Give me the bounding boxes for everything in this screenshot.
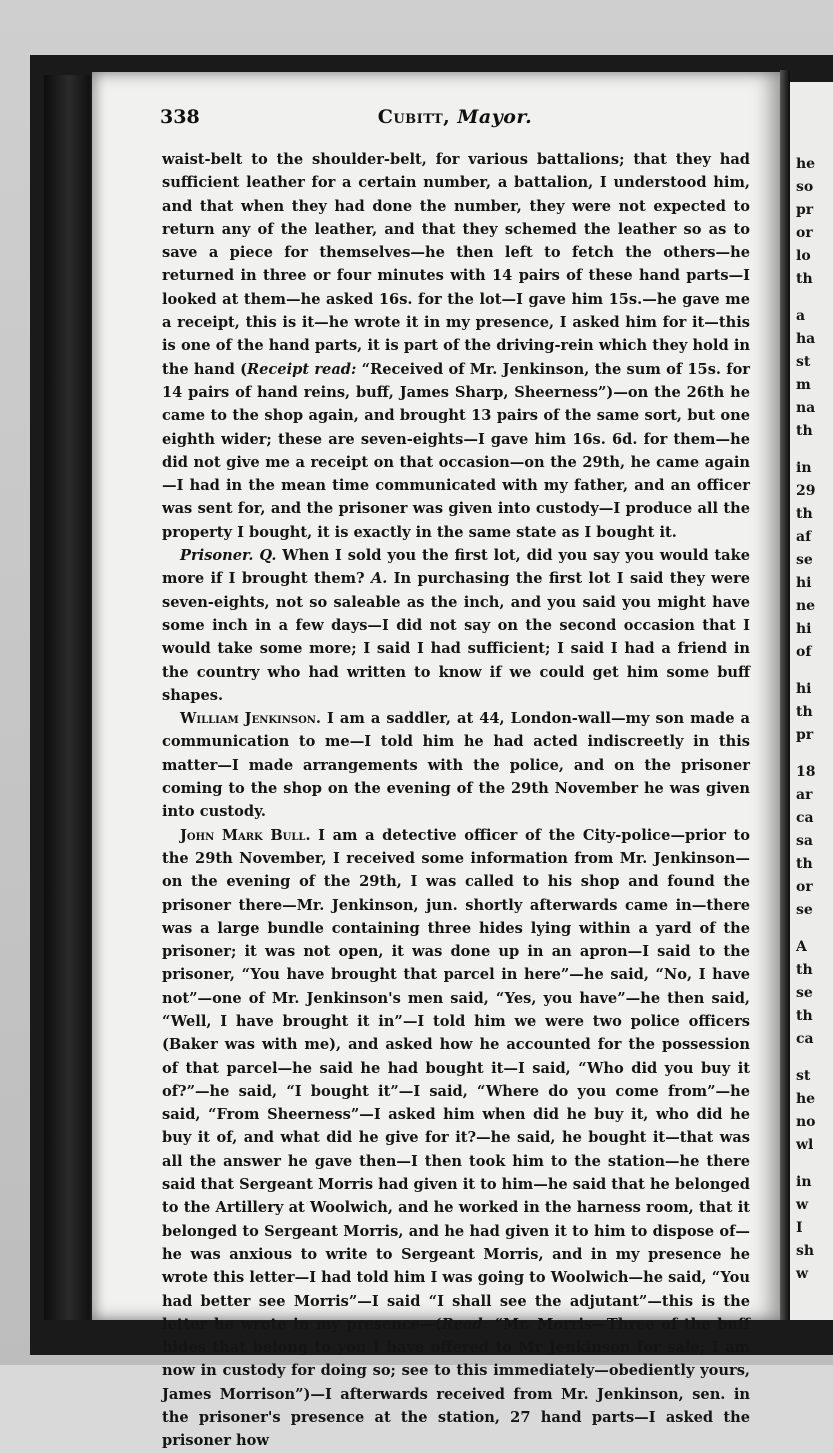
next-page-edge xyxy=(790,82,833,1320)
read-label: Read: xyxy=(441,1315,488,1333)
paragraph-text: “Mr. Morris—Three of the buff hides that belong to you I have offered to Mr Jenkinson for sale; I am now in custody for doing so; see to this immediately—obediently yours, James Morrison”)—I afterwards received from Mr. Jenkinson, sen. in the prisoner's presence at the station, 27 hand parts—I asked the prisoner how xyxy=(162,1315,750,1450)
next-page-fragment: na xyxy=(796,400,816,416)
next-page-fragment: ca xyxy=(796,1031,814,1047)
next-page-fragment: th xyxy=(796,704,813,720)
left-binding xyxy=(44,75,90,1320)
answer-label: A. xyxy=(370,570,388,588)
next-page-fragment: pr xyxy=(796,727,814,743)
next-page-fragment: th xyxy=(796,271,813,287)
receipt-label: Receipt read: xyxy=(247,360,357,378)
next-page-fragment: ha xyxy=(796,331,816,347)
next-page-fragment: 18 xyxy=(796,764,816,780)
next-page-fragment: th xyxy=(796,962,813,978)
running-title xyxy=(160,106,750,128)
next-page-fragment: a xyxy=(796,308,806,324)
next-page-fragment: hi xyxy=(796,575,812,591)
running-title-name: Cubitt, xyxy=(377,106,451,128)
page-header xyxy=(160,106,750,130)
next-page-fragment: th xyxy=(796,423,813,439)
next-page-fragment: pr xyxy=(796,202,814,218)
prisoner-label: Prisoner. Q. xyxy=(180,547,277,565)
paragraph-text: “Received of Mr. Jenkinson, the sum of 15s. for 14 pairs of hand reins, buff, James Sharp, Sheerness”)—on the 26th he came to the shop again, and brought 13 pairs of the same sort, but one eighth wider; these are seven-eights—I gave him 16s. 6d. for them—he did not give me a receipt on that occasion—on the 29th, he came again—I had in the mean time communicated with my father, and an officer was sent for, and the prisoner was given into custody—I produce all the property I bought, it is exactly in the same state as I bought it. xyxy=(162,360,750,541)
next-page-fragment: w xyxy=(796,1197,809,1213)
witness-name: John Mark Bull. xyxy=(180,826,311,844)
paragraph-text: waist-belt to the shoulder-belt, for various battalions; that they had sufficient leather for a certain number, a battalion, I understood him, and that when they had done the number, they were not expected to return any of the leather, and that they schemed the leather so as to save a piece for themselves—he then left to fetch the others—he returned in three or four minutes with 14 pairs of these hand parts—I looked at them—he asked 16s. for the lot—I gave him 15s.—he gave me a receipt, this is it—he wrote it in my presence, I asked him for it—this is one of the hand parts, it is part of the driving-rein which they hold in the hand ( xyxy=(162,151,750,378)
next-page-fragment: 29 xyxy=(796,483,816,499)
next-page-fragment: no xyxy=(796,1114,816,1130)
next-page-fragment: m xyxy=(796,377,811,393)
next-page-fragment: in xyxy=(796,1174,812,1190)
paragraph-text: I am a saddler, at 44, London-wall—my son made a communication to me—I told him he had acted indiscreetly in this matter—I made arrangements with the police, and on the prisoner coming to the shop on the evening of the 29th November he was given into custody. xyxy=(162,710,750,821)
page-gutter xyxy=(780,70,790,1320)
next-page-fragment: ne xyxy=(796,598,816,614)
witness-name: William Jenkinson. xyxy=(180,710,322,728)
paragraph-text: When I sold you the first lot, did you say you would take more if I brought them? xyxy=(162,547,750,588)
next-page-fragment: he xyxy=(796,1091,816,1107)
next-page-fragment: A xyxy=(796,939,807,955)
page-number: 338 xyxy=(160,106,200,128)
next-page-fragment: wl xyxy=(796,1137,814,1153)
next-page-fragment: in xyxy=(796,460,812,476)
next-page-fragment: ca xyxy=(796,810,814,826)
next-page-fragment: st xyxy=(796,354,811,370)
next-page-fragment: hi xyxy=(796,681,812,697)
paragraph-john-mark-bull xyxy=(162,824,750,1453)
next-page-fragment: or xyxy=(796,225,813,241)
next-page-fragment: se xyxy=(796,985,813,1001)
next-page-fragment: th xyxy=(796,506,813,522)
next-page-fragment: sh xyxy=(796,1243,815,1259)
next-page-fragment: th xyxy=(796,856,813,872)
next-page-fragment: of xyxy=(796,644,812,660)
running-title-office: Mayor. xyxy=(457,106,533,128)
paragraph-sharp-testimony xyxy=(162,148,750,544)
next-page-fragment: se xyxy=(796,902,813,918)
paragraph-william-jenkinson xyxy=(162,707,750,823)
next-page-fragment: he xyxy=(796,156,816,172)
next-page-fragment: th xyxy=(796,1008,813,1024)
book-page xyxy=(92,72,780,1450)
next-page-fragment: so xyxy=(796,179,814,195)
next-page-fragment: ar xyxy=(796,787,813,803)
next-page-fragment: w xyxy=(796,1266,809,1282)
next-page-fragment: se xyxy=(796,552,813,568)
paragraph-text: In purchasing the first lot I said they were seven-eights, not so saleable as the inch, and you said you might have some inch in a few days—I did not say on the second occasion that I would take some more; I said I had sufficient; I said I had a friend in the country who had written to know if we could get him some buff shapes. xyxy=(162,570,750,704)
next-page-fragment: I xyxy=(796,1220,803,1236)
paragraph-prisoner-question xyxy=(162,544,750,707)
next-page-fragment: af xyxy=(796,529,812,545)
next-page-fragment: st xyxy=(796,1068,811,1084)
next-page-fragment: lo xyxy=(796,248,811,264)
paragraph-text: I am a detective officer of the City-police—prior to the 29th November, I received some information from Mr. Jenkinson—on the evening of the 29th, I was called to his shop and found the prisoner there—Mr. Jenkinson, jun. shortly afterwards came in—there was a large bundle containing three hides lying within a yard of the prisoner; it was not open, it was done up in an apron—I said to the prisoner, “You have brought that parcel in here”—he said, “No, I have not”—one of Mr. Jenkinson's men said, “Yes, you have”—he then said, “Well, I have brought it in”—I told him we were two police officers (Baker was with me), and asked how he accounted for the possession of that parcel—he said he had bought it—I said, “Who did you buy it of?”—he said, “I bought it”—I said, “Where do you come from”—he said, “From Sheerness”—I asked him when did he buy it, who did he buy it of, and what did he give for it?—he said, he bought it—that was all the answer he gave then—I then took him to the station—he there said that Sergeant Morris had given it to him—he said that he belonged to the Artillery at Woolwich, and he worked in the harness room, that it belonged to Sergeant Morris, and he had given it to him to dispose of—he was anxious to write to Sergeant Morris, and in my presence he wrote this letter—I had told him I was going to Woolwich—he said, “You had better see Morris”—I said “I shall see the adjutant”—this is the letter he wrote in my presence—( xyxy=(162,826,750,1333)
next-page-fragment: sa xyxy=(796,833,813,849)
next-page-fragment: hi xyxy=(796,621,812,637)
body-text xyxy=(162,148,750,1453)
next-page-fragment: or xyxy=(796,879,813,895)
